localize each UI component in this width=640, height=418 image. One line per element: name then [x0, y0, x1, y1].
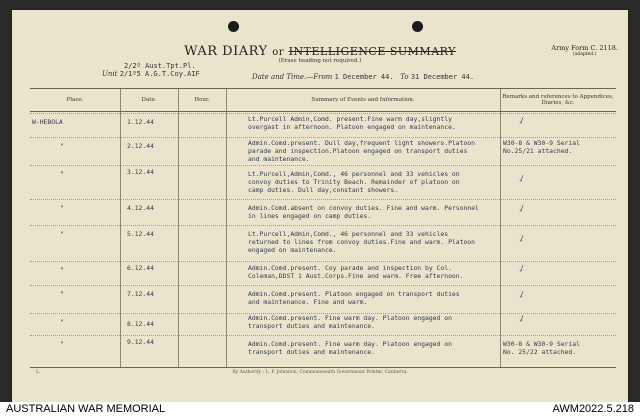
table-row: W-HEBOLA 1.12.44 Lt.Purcell Admin,Comd. present.Fine warm day,slightly overgast in afternoon. Platoon engaged on maintenance. ✓	[30, 113, 616, 138]
table-row: " 5.12.44 Lt.Purcell,Admin,Comd., 46 personnel and 33 vehicles returned to lines from convoy duties.Fine and warm. Platoon engaged on maintenance. ✓	[30, 225, 616, 262]
check-mark-icon: ✓	[516, 114, 529, 129]
table-row: " 6.12.44 Admin.Comd.present. Coy parade and inspection by Col. Coleman,DDST 1 Aust.Corps.Fine and warm. Free afternoon. ✓	[30, 261, 616, 286]
check-mark-icon: ✓	[516, 232, 529, 247]
archive-caption-bar	[0, 402, 640, 418]
check-mark-icon: ✓	[516, 172, 529, 187]
header-summary: Summary of Events and Information.	[226, 89, 500, 112]
check-mark-icon: ✓	[516, 202, 529, 217]
printer-footer: By Authority : L. F. Johnston, Commonwealth Government Printer, Canberra.	[232, 370, 408, 375]
header-date: Date.	[120, 89, 178, 112]
header-hour: Hour.	[178, 89, 226, 112]
record-id-label: AWM2022.5.218	[552, 403, 634, 415]
footer-mark: L.	[36, 370, 41, 375]
check-mark-icon: ✓	[516, 262, 529, 277]
erase-note: (Erase heading not required.)	[278, 58, 362, 64]
table-row: " 8.12.44 Admin.Comd.present. Fine warm day. Platoon engaged on transport duties and maintenance. ✓	[30, 313, 616, 336]
institution-label: AUSTRALIAN WAR MEMORIAL	[6, 403, 166, 415]
punch-hole	[412, 21, 423, 32]
punch-hole	[228, 21, 239, 32]
header-place: Place.	[30, 89, 120, 112]
page-title: WAR DIARY or INTELLIGENCE SUMMARY	[184, 44, 456, 59]
table-row: " 4.12.44 Admin.Comd.absent on convoy duties. Fine and warm. Personnel in lines engaged on camp duties. ✓	[30, 199, 616, 226]
unit-block: 2/2º Aust.Tpt.Pl. Unit 2/1º5 A.G.T.Coy.AIF	[102, 62, 200, 78]
diary-sheet	[12, 10, 628, 402]
diary-table	[30, 88, 616, 368]
table-row: " 7.12.44 Admin.Comd.present. Platoon engaged on transport duties and maintenance. Fine and warm. ✓	[30, 285, 616, 314]
check-mark-icon: ✓	[516, 288, 529, 303]
table-row: " 9.12.44 Admin.Comd.present. Fine warm day. Platoon engaged on transport duties and maintenance. W30-8 & W30-9 Serial No. 25/22 attached.	[30, 335, 616, 368]
header-remarks: Remarks and references to Appendices, Diaries, &c.	[500, 89, 616, 112]
table-row: " 2.12.44 Admin.Comd.present. Dull day,frequent light showers.Platoon parade and inspection.Platoon engaged on transport duties and maintenance. W30-8 & W30-9 Serial No.25/21 attached.	[30, 137, 616, 166]
check-mark-icon: ✓	[516, 312, 529, 327]
date-range: Date and Time.—From 1 December 44. To 31 December 44.	[252, 73, 475, 81]
table-row: " 3.12.44 Lt.Purcell,Admin,Comd., 46 personnel and 33 vehicles on convoy duties to Trinity Beach. Remainder of platoon on camp duties. Dull day,constant showers. ✓	[30, 165, 616, 200]
form-number: Army Form C. 2118. (adapted.)	[551, 44, 618, 57]
